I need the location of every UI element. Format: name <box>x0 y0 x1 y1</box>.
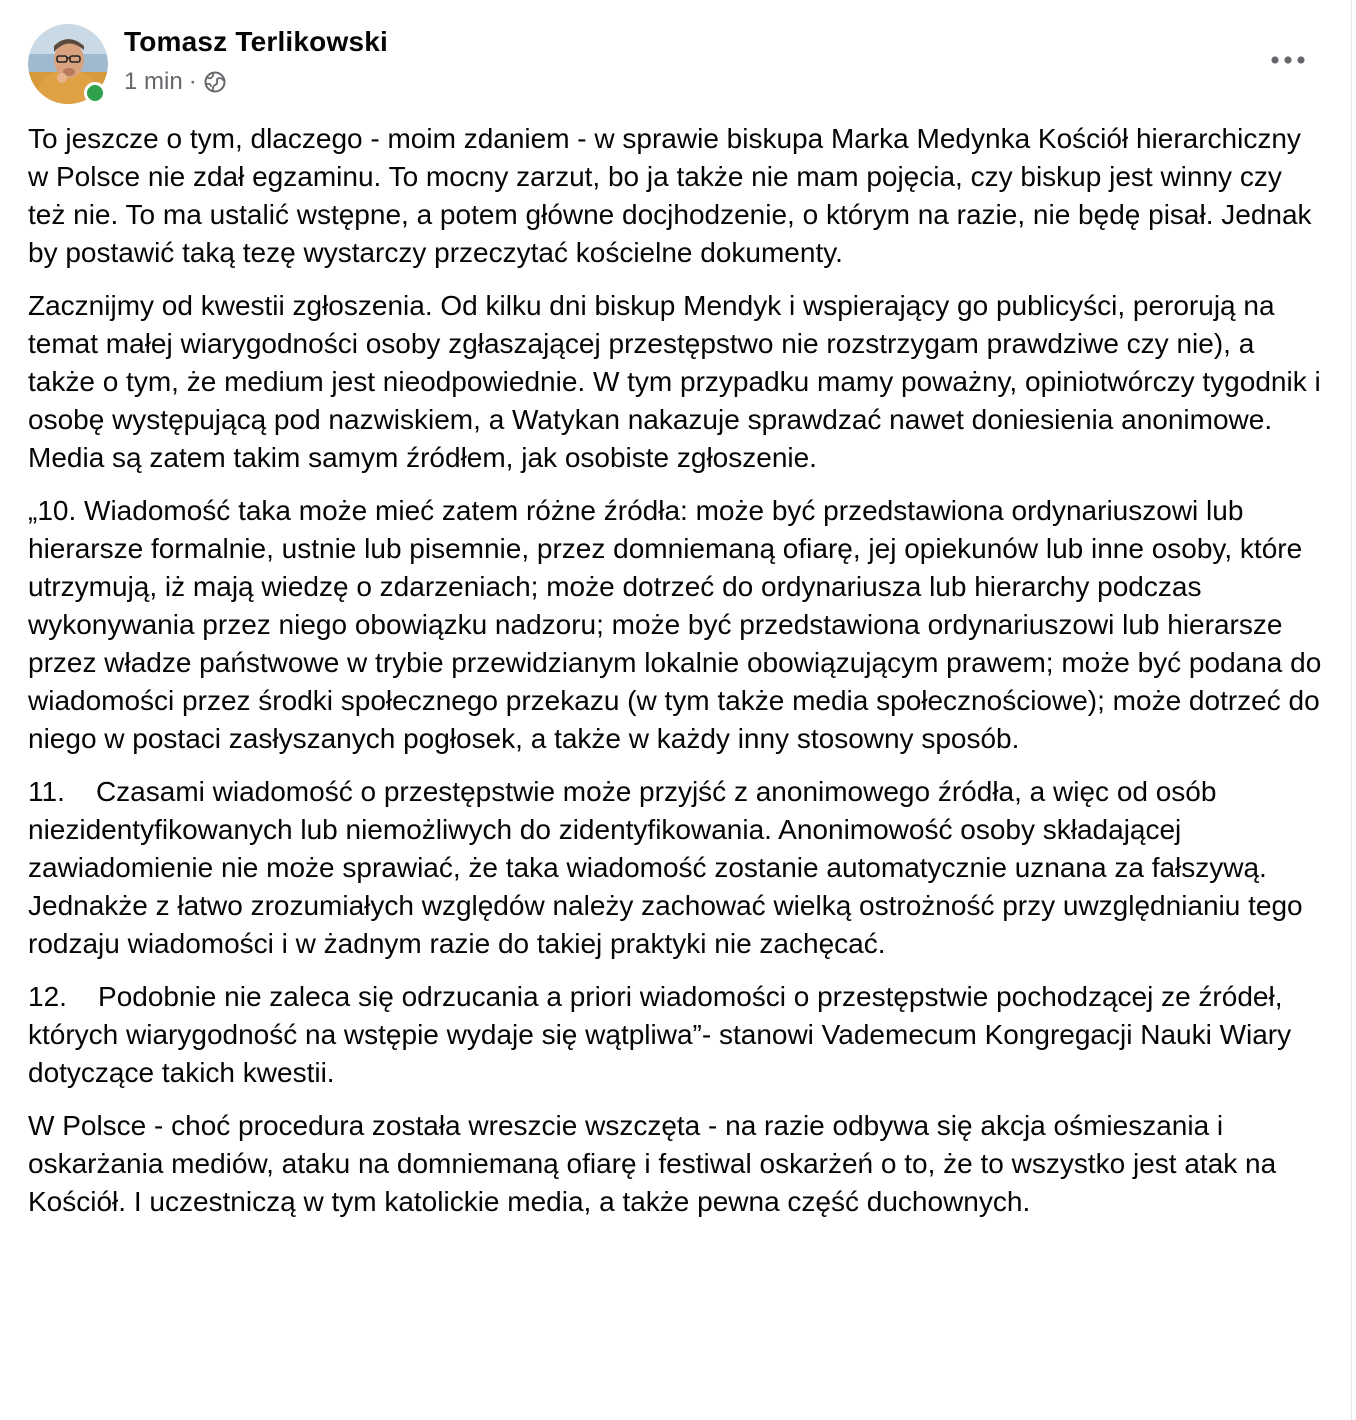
post-paragraph: Zacznijmy od kwestii zgłoszenia. Od kilku dni biskup Mendyk i wspierający go publicyści, perorują na temat małej wiarygodności osoby zgłaszającej przestępstwo nie rozstrzygam prawdziwe czy nie), a także o tym, że medium jest nieodpowiednie. W tym przypadku mamy poważny, opiniotwórczy tygodnik i osobę występującą pod nazwiskiem, a Watykan nakazuje sprawdzać nawet doniesienia anonimowe. Media są zatem takim samym źródłem, jak osobiste zgłoszenie. <box>28 290 1329 473</box>
post-header <box>28 22 1328 106</box>
author-name[interactable]: Tomasz Terlikowski <box>124 26 388 57</box>
post-paragraph: To jeszcze o tym, dlaczego - moim zdaniem - w sprawie biskupa Marka Medynka Kościół hierarchiczny w Polsce nie zdał egzaminu. To mocny zarzut, bo ja także nie mam pojęcia, czy biskup jest winny czy też nie. To ma ustalić wstępne, a potem główne docjhodzenie, o którym na razie, nie będę pisał. Jednak by postawić taką tezę wystarczy przeczytać kościelne dokumenty. <box>28 123 1320 268</box>
post-paragraph: „10. Wiadomość taka może mieć zatem różne źródła: może być przedstawiona ordynariuszowi lub hierarsze formalnie, ustnie lub pisemnie, przez domniemaną ofiarę, jej opiekunów lub inne osoby, które utrzymują, iż mają wiedzę o zdarzeniach; może dotrzeć do ordynariusza lub hierarchy podczas wykonywania przez niego obowiązku nadzoru; może być przedstawiona ordynariuszowi lub hierarsze przez władze państwowe w trybie przewidzianym lokalnie obowiązującym prawem; może być podana do wiadomości przez środki społecznego przekazu (w tym także media społecznościowe); może dotrzeć do niego w postaci zasłyszanych pogłosek, a także w każdy inny stosowny sposób. <box>28 495 1330 754</box>
more-options-button[interactable] <box>1264 42 1312 78</box>
more-options-icon <box>1270 55 1306 65</box>
author-avatar-wrapper[interactable] <box>28 24 108 104</box>
post-paragraph: 12. Podobnie nie zaleca się odrzucania a priori wiadomości o przestępstwie pochodzącej ze źródeł, których wiarygodność na wstępie wydaje się wątpliwa”- stanowi Vademecum Kongregacji Nauki Wiary dotyczące takich kwestii. <box>28 981 1299 1088</box>
post-paragraph: W Polsce - choć procedura została wreszcie wszczęta - na razie odbywa się akcja ośmieszania i oskarżania mediów, ataku na domniemaną ofiarę i festiwal oskarżeń o to, że to wszystko jest atak na Kościół. I uczestniczą w tym katolickie media, a także pewna część duchownych. <box>28 1110 1284 1217</box>
post-timestamp[interactable]: 1 min <box>124 68 183 95</box>
post-paragraph: 11. Czasami wiadomość o przestępstwie może przyjść z anonimowego źródła, a więc od osób niezidentyfikowanych lub niemożliwych do zidentyfikowania. Anonimowość osoby składającej zawiadomienie nie może sprawiać, że taka wiadomość zostanie automatycznie uznana za fałszywą. Jednakże z łatwo zrozumiałych względów należy zachować wielką ostrożność przy uwzględnianiu tego rodzaju wiadomości i w żadnym razie do takiej praktyki nie zachęcać. <box>28 776 1311 959</box>
post-text <box>28 120 1330 1236</box>
globe-icon <box>203 70 227 94</box>
meta-separator: · <box>188 68 197 95</box>
post-meta <box>124 68 227 96</box>
online-status-indicator <box>84 82 106 104</box>
